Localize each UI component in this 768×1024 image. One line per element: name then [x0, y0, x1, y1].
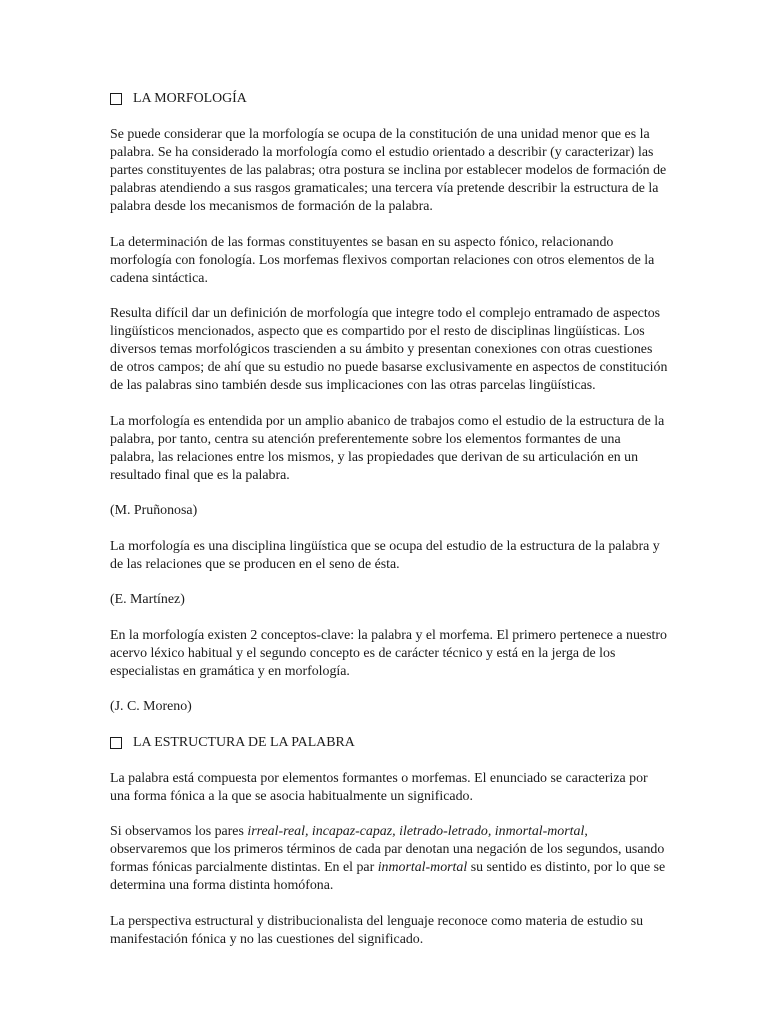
author-citation: (M. Pruñonosa) [110, 503, 198, 518]
paragraph: La morfología es una disciplina lingüística que se ocupa del estudio de la estructura de la palabra y de las relaciones que se producen en el seno de ésta. [110, 538, 660, 572]
paragraph: La morfología es entendida por un amplio abanico de trabajos como el estudio de la estructura de la palabra, por tanto, centra su atención preferentemente sobre los elementos formantes de una palabra, las relaciones entre los mismos, y las propiedades que derivan de su articulación en un resultado final que es la palabra. [110, 413, 665, 483]
paragraph: La determinación de las formas constituyentes se basan en su aspecto fónico, relacionando morfología con fonología. Los morfemas flexivos comportan relaciones con otros elementos de la cadena sintáctica. [110, 234, 655, 286]
italic-pair: inmortal-mortal [377, 860, 468, 875]
checkbox-bullet-icon [110, 737, 122, 749]
text-span: , observaremos que los primeros términos de cada par denotan una negación de los segundos, usando formas fónicas parcialmente distintas. En el par [110, 824, 665, 875]
paragraph: Resulta difícil dar un definición de morfología que integre todo el complejo entramado de aspectos lingüísticos mencionados, aspecto que es compartido por el resto de disciplinas lingüísticas. Los diversos temas morfológicos trascienden a su ámbito y presentan conexiones con otras cuestiones de otros campos; de ahí que su estudio no puede basarse exclusivamente en aspectos de constitución de las palabras sino también desde sus implicaciones con las otras parcelas lingüísticas. [110, 306, 668, 393]
checkbox-bullet-icon [110, 93, 122, 105]
section-heading-estructura [110, 734, 668, 752]
author-citation: (E. Martínez) [110, 592, 185, 607]
paragraph: Se puede considerar que la morfología se ocupa de la constitución de una unidad menor que es la palabra. Se ha considerado la morfología como el estudio orientado a describir (y caracterizar) las partes constituyentes de las palabras; otra postura se inclina por establecer modelos de formación de palabras atendiendo a sus rasgos gramaticales; una tercera vía pretende describir la estructura de la palabra desde los mecanismos de formación de la palabra. [110, 127, 667, 214]
paragraph: La perspectiva estructural y distribucionalista del lenguaje reconoce como materia de estudio su manifestación fónica y no las cuestiones del significado. [110, 913, 644, 947]
italic-pairs: irreal-real, incapaz-capaz, iletrado-letrado, inmortal-mortal [247, 824, 585, 839]
section-heading-text: LA ESTRUCTURA DE LA PALABRA [133, 734, 355, 750]
text-span: su sentido es distinto, por lo que se determina una forma distinta homófona. [110, 860, 666, 893]
paragraph: En la morfología existen 2 conceptos-clave: la palabra y el morfema. El primero pertenece a nuestro acervo léxico habitual y el segundo concepto es de carácter técnico y está en la jerga de los especialistas en gramática y en morfología. [110, 627, 667, 679]
paragraph: La palabra está compuesta por elementos formantes o morfemas. El enunciado se caracteriza por una forma fónica a la que se asocia habitualmente un significado. [110, 770, 648, 804]
section-heading-text: LA MORFOLOGÍA [133, 91, 247, 106]
section-heading-morfologia [110, 90, 668, 108]
text-span: Si observamos los pares [110, 824, 248, 839]
paragraph-pairs [110, 823, 668, 895]
author-citation: (J. C. Moreno) [110, 699, 192, 714]
